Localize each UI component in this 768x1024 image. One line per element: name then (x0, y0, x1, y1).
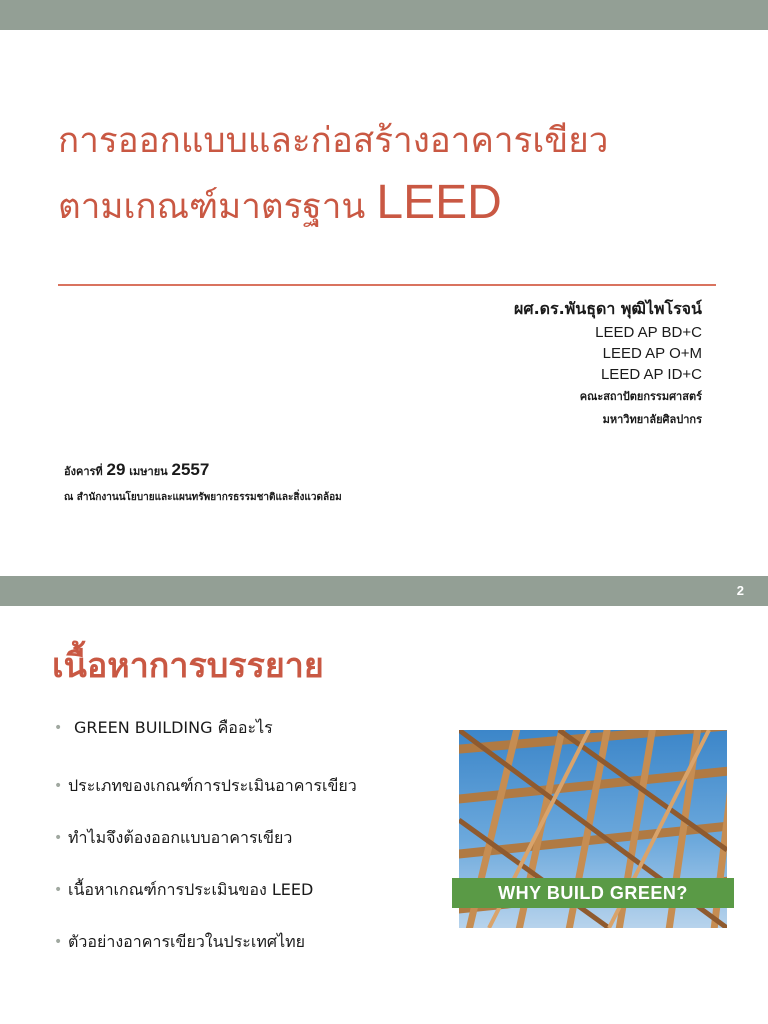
credential: LEED AP O+M (602, 345, 702, 362)
credential: LEED AP BD+C (595, 324, 702, 341)
slide-header-bar (0, 0, 768, 30)
bullet-item: • ตัวอย่างอาคารเขียวในประเทศไทย (54, 930, 444, 982)
why-build-green-banner: WHY BUILD GREEN? (452, 878, 734, 908)
title-line-2-thai: ตามเกณฑ์มาตรฐาน (58, 187, 377, 227)
author-faculty: คณะสถาปัตยกรรมศาสตร์ (579, 390, 702, 403)
presentation-venue: ณ สำนักงานนโยบายและแผนทรัพยากรธรรมชาติและสิ่งแวดล้อม (64, 492, 342, 503)
title-divider (58, 284, 716, 286)
slide-number: 2 (736, 583, 744, 598)
title-line-2 (58, 172, 738, 238)
slide-header-bar (0, 576, 768, 606)
bullet-item: • ประเภทของเกณฑ์การประเมินอาคารเขียว (54, 774, 444, 826)
bullet-item: • GREEN BUILDING คืออะไร (54, 716, 444, 774)
date-day: 29 (106, 460, 126, 479)
title-leed: LEED (376, 176, 502, 229)
bullet-item: • เนื้อหาเกณฑ์การประเมินของ LEED (54, 878, 444, 930)
content-slide (0, 576, 768, 1024)
author-block (514, 296, 702, 431)
author-university: มหาวิทยาลัยศิลปากร (602, 413, 702, 426)
date-year: 2557 (171, 460, 210, 479)
slide-heading: เนื้อหาการบรรยาย (52, 646, 324, 686)
presentation-date (64, 460, 209, 480)
slide-title (58, 110, 738, 238)
bullet-item: • ทำไมจึงต้องออกแบบอาคารเขียว (54, 826, 444, 878)
title-line-1: การออกแบบและก่อสร้างอาคารเขียว (58, 121, 609, 161)
date-prefix: อังคารที่ (64, 465, 107, 478)
author-name: ผศ.ดร.พันธุดา พุฒิไพโรจน์ (514, 299, 702, 318)
bullet-list (54, 716, 444, 982)
credential: LEED AP ID+C (600, 366, 702, 383)
date-month: เมษายน (125, 465, 172, 478)
